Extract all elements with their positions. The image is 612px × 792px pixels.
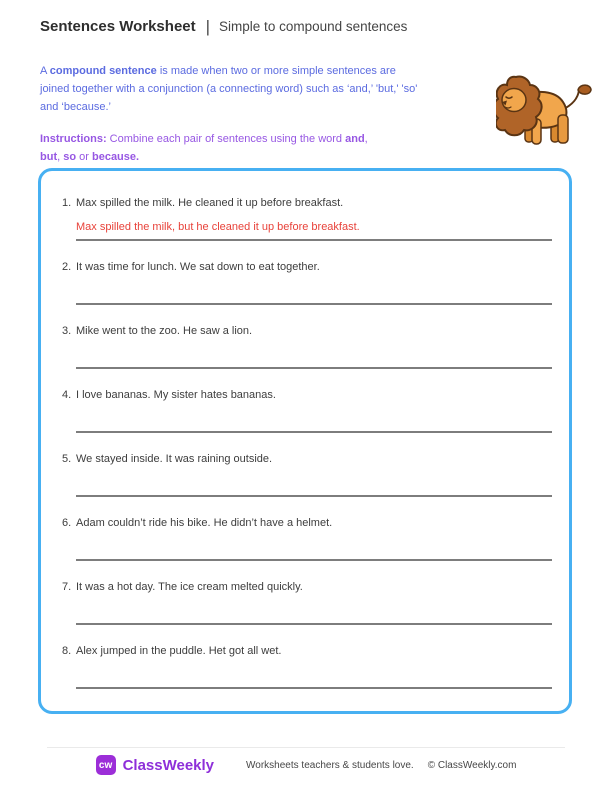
answer-line xyxy=(76,431,552,433)
page-subtitle: Simple to compound sentences xyxy=(219,19,408,34)
question-number: 5. xyxy=(62,453,72,465)
answer-line xyxy=(76,495,552,497)
answer-text: Max spilled the milk, but he cleaned it up before breakfast. xyxy=(76,221,360,233)
question-item xyxy=(62,580,569,644)
question-number: 2. xyxy=(62,261,72,273)
question-text: It was time for lunch. We sat down to eat together. xyxy=(76,261,320,273)
answer-line xyxy=(76,623,552,625)
footer-divider xyxy=(47,747,565,748)
or-text: or xyxy=(76,151,92,163)
answer-line xyxy=(76,559,552,561)
footer xyxy=(0,755,612,775)
answer-line xyxy=(76,303,552,305)
brand-name: ClassWeekly xyxy=(122,756,215,774)
question-text: It was a hot day. The ice cream melted quickly. xyxy=(76,581,303,593)
question-item xyxy=(62,516,569,580)
question-list xyxy=(41,171,569,708)
question-item xyxy=(62,324,569,388)
question-text: Mike went to the zoo. He saw a lion. xyxy=(76,325,253,337)
instructions-label: Instructions: xyxy=(40,133,107,145)
question-text: We stayed inside. It was raining outside. xyxy=(76,453,273,465)
answer-line xyxy=(76,367,552,369)
question-item xyxy=(62,196,569,260)
question-number: 8. xyxy=(62,645,72,657)
intro-text xyxy=(40,62,510,116)
question-number: 7. xyxy=(62,581,72,593)
footer-tagline: Worksheets teachers & students love. xyxy=(246,759,414,771)
word-because: because. xyxy=(91,151,140,163)
intro-line2: joined together with a conjunction (a connecting word) such as ‘and,’ 'but,' 'so' xyxy=(40,83,418,95)
question-item xyxy=(62,388,569,452)
instructions-rest: Combine each pair of sentences using the word xyxy=(106,133,346,145)
intro-term: compound sentence xyxy=(49,65,157,77)
questions-panel xyxy=(38,168,572,714)
question-number: 4. xyxy=(62,389,72,401)
lion-illustration xyxy=(496,74,592,154)
classweekly-logo-icon: cw xyxy=(96,755,116,775)
question-text: Max spilled the milk. He cleaned it up before breakfast. xyxy=(76,197,344,209)
intro-pre: A xyxy=(40,65,50,77)
question-item xyxy=(62,644,569,708)
comma: , xyxy=(57,151,64,163)
instructions-text xyxy=(40,130,460,166)
word-but: but xyxy=(40,151,58,163)
question-text: Alex jumped in the puddle. Het got all wet. xyxy=(76,645,282,657)
question-number: 3. xyxy=(62,325,72,337)
question-text: I love bananas. My sister hates bananas. xyxy=(76,389,276,401)
answer-line xyxy=(76,239,552,241)
title-separator: | xyxy=(205,17,211,36)
word-and: and xyxy=(345,133,365,145)
header xyxy=(40,18,407,35)
question-item xyxy=(62,452,569,516)
question-number: 6. xyxy=(62,517,72,529)
question-number: 1. xyxy=(62,197,72,209)
question-text: Adam couldn’t ride his bike. He didn’t have a helmet. xyxy=(76,517,333,529)
comma: , xyxy=(364,133,368,145)
footer-copyright: © ClassWeekly.com xyxy=(427,759,517,771)
page-title: Sentences Worksheet xyxy=(40,18,196,35)
intro-line1-rest: is made when two or more simple sentences are xyxy=(156,65,396,77)
answer-line xyxy=(76,687,552,689)
question-item xyxy=(62,260,569,324)
intro-line3: and ‘because.’ xyxy=(40,101,111,113)
word-so: so xyxy=(63,151,77,163)
